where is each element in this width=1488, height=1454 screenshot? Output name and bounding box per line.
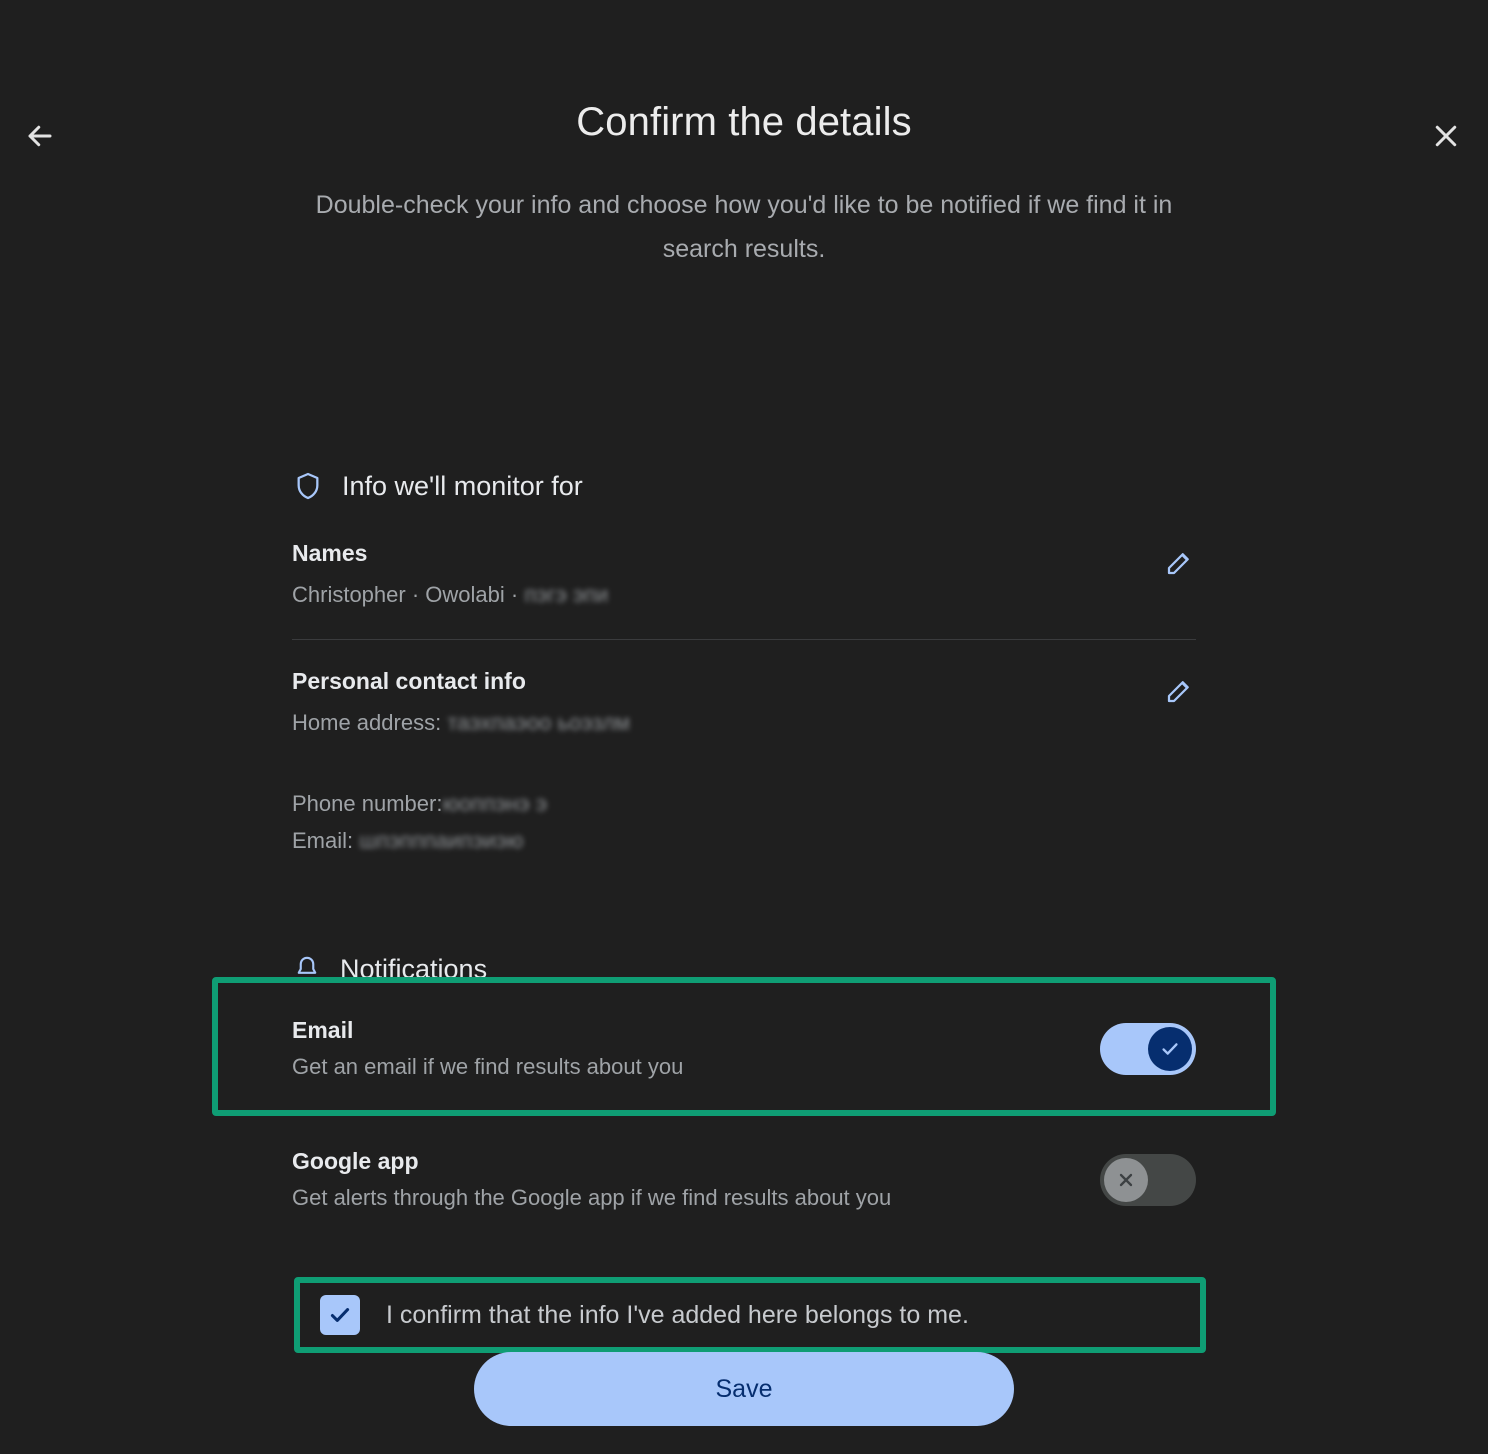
row-contact-value-redacted: таэхпаэоо ьоэзлм bbox=[447, 710, 631, 735]
confirm-details-screen bbox=[0, 100, 1488, 1454]
notifications-section-label: Notifications bbox=[340, 953, 488, 984]
email-notification-toggle[interactable] bbox=[1100, 1023, 1196, 1075]
notification-row-email bbox=[292, 995, 1196, 1100]
footer-actions bbox=[0, 1352, 1488, 1426]
contact-phone-value: юоппэнэ э bbox=[442, 791, 547, 816]
content-column bbox=[292, 460, 1196, 1353]
contact-phone-line bbox=[292, 785, 1196, 822]
monitor-section-label: Info we'll monitor for bbox=[342, 470, 583, 501]
row-names-value-text: Christopher · Owolabi · bbox=[292, 582, 519, 607]
row-names bbox=[292, 512, 1196, 640]
row-names-value-redacted: пэгэ эпи bbox=[524, 582, 609, 607]
email-toggle-subtitle: Get an email if we find results about you bbox=[292, 1054, 684, 1079]
check-icon bbox=[327, 1302, 353, 1328]
page-title: Confirm the details bbox=[576, 100, 912, 144]
contact-phone-label: Phone number: bbox=[292, 791, 443, 816]
row-contact-value bbox=[292, 705, 1196, 741]
toggle-knob bbox=[1148, 1027, 1192, 1071]
contact-email-value: шпэпппаипэиэю bbox=[359, 828, 524, 853]
contact-email-label: Email: bbox=[292, 828, 354, 853]
google-app-toggle-text bbox=[292, 1148, 891, 1211]
google-app-notification-toggle[interactable] bbox=[1100, 1154, 1196, 1206]
notification-row-google-app bbox=[292, 1126, 1196, 1231]
row-personal-contact-info bbox=[292, 640, 1196, 885]
close-button[interactable] bbox=[1420, 110, 1472, 162]
toggle-knob bbox=[1104, 1158, 1148, 1202]
contact-detail-lines bbox=[292, 785, 1196, 859]
confirm-ownership-label: I confirm that the info I've added here belongs to me. bbox=[386, 1300, 969, 1329]
email-toggle-text bbox=[292, 1017, 683, 1080]
email-toggle-title: Email bbox=[292, 1017, 354, 1043]
notifications-section-header bbox=[292, 943, 1196, 995]
contact-email-line bbox=[292, 822, 1196, 859]
back-button[interactable] bbox=[14, 110, 66, 162]
pencil-icon bbox=[1164, 548, 1194, 578]
google-app-toggle-subtitle: Get alerts through the Google app if we find results about you bbox=[292, 1185, 892, 1210]
bell-icon bbox=[292, 954, 322, 984]
monitor-section-header bbox=[292, 460, 1196, 512]
check-icon bbox=[1159, 1038, 1181, 1060]
save-button[interactable]: Save bbox=[474, 1352, 1014, 1426]
close-icon bbox=[1431, 121, 1461, 151]
google-app-toggle-title: Google app bbox=[292, 1148, 419, 1174]
row-names-title: Names bbox=[292, 540, 368, 566]
shield-icon bbox=[292, 470, 324, 502]
page-subtitle: Double-check your info and choose how you'd like to be notified if we find it in search results. bbox=[315, 191, 1173, 263]
row-names-value bbox=[292, 577, 1196, 613]
row-contact-title: Personal contact info bbox=[292, 668, 526, 694]
edit-contact-button[interactable] bbox=[1156, 668, 1202, 714]
confirm-ownership-checkbox[interactable] bbox=[320, 1295, 360, 1335]
confirm-ownership-row[interactable] bbox=[294, 1277, 1196, 1353]
arrow-left-icon bbox=[25, 121, 55, 151]
pencil-icon bbox=[1164, 676, 1194, 706]
close-icon bbox=[1116, 1170, 1136, 1190]
top-bar bbox=[0, 100, 1488, 172]
row-contact-value-text: Home address: bbox=[292, 710, 442, 735]
edit-names-button[interactable] bbox=[1156, 540, 1202, 586]
